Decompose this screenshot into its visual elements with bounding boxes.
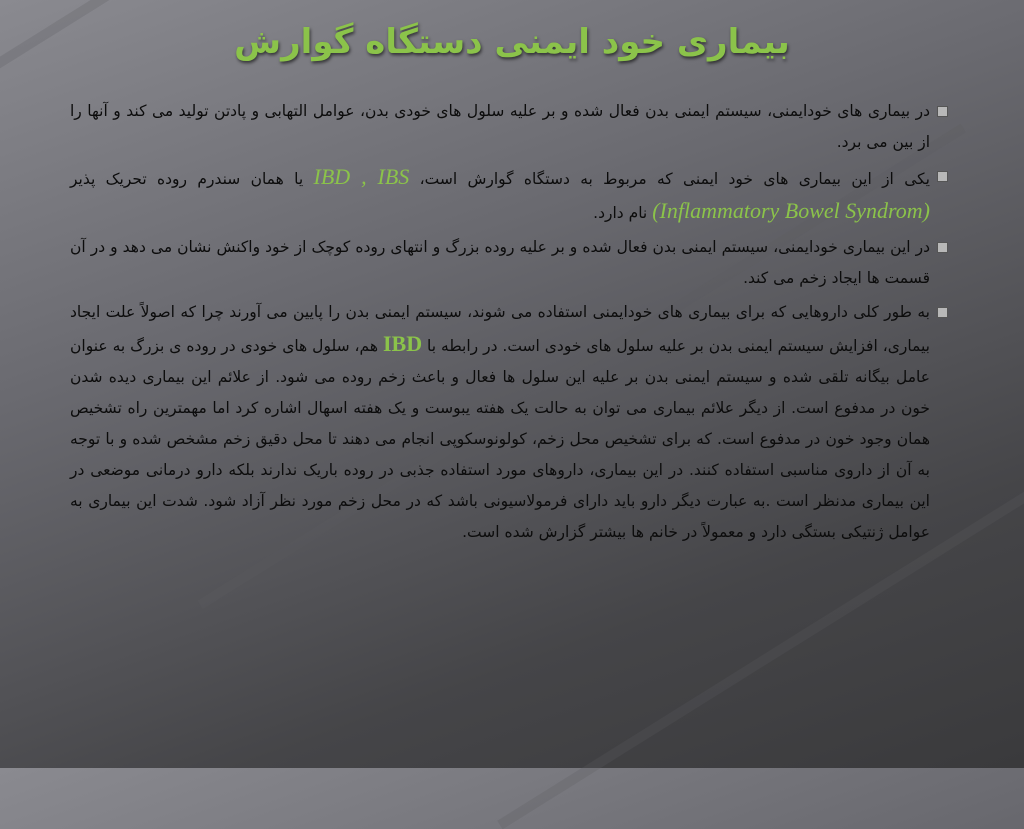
- slide-title: بیماری خود ایمنی دستگاه گوارش: [234, 22, 790, 62]
- bullet-icon: [937, 242, 948, 253]
- paragraph-text: هم، سلول های خودی در روده ی بزرگ به عنوان عامل بیگانه تلقی شده و سیستم ایمنی بدن بر علیه این سلول ها فعال و باعث زخم روده می شود. از علائم این بیماری دیده شدن خون در مدفوع است. از دیگر علائم بیماری می توان به حالت یک هفته یبوست و یک هفته اسهال اشاره کرد اما مهمترین راه تشخیص همان وجود خون در مدفوع است. که برای تشخیص محل زخم، کولونوسکوپی انجام می دهند تا محل دقیق زخم مشخص شده و با توجه به آن از داروی مناسبی استفاده کنند. در این بیماری، داروهای مورد استفاده جذبی در روده باریک ندارند بلکه دارو درمانی موضعی در این بیماری مدنظر است .به عبارت دیگر دارو باید دارای فرمولاسیونی باشد که در محل زخم مورد نظر آزاد شود. شدت این بیماری به عوامل ژنتیکی بستگی دارد و معمولاً در خانم ها بیشتر گزارش شده است.: [70, 337, 930, 541]
- paragraph-text: در این بیماری خودایمنی، سیستم ایمنی بدن فعال شده و بر علیه روده بزرگ و انتهای روده کوچک از خود واکنش نشان می دهد و در آن قسمت ها ایجاد زخم می کند.: [70, 238, 930, 287]
- term-ibs: IBS: [377, 164, 410, 189]
- bullet-icon: [937, 171, 948, 182]
- term-separator: ,: [350, 164, 378, 189]
- slide-body: [70, 96, 948, 551]
- paragraph: [70, 232, 948, 294]
- bullet-icon: [937, 106, 948, 117]
- paragraph-text: نام دارد.: [593, 204, 648, 222]
- paragraph: [70, 96, 948, 158]
- paragraph-text: در بیماری های خودایمنی، سیستم ایمنی بدن فعال شده و بر علیه سلول های خودی بدن، عوامل التهابی و پادتن تولید می کند و آنها را از بین می برد.: [70, 102, 930, 151]
- bullet-icon: [937, 307, 948, 318]
- paragraph: [70, 161, 948, 229]
- paragraph-text: به طور کلی داروهایی که برای بیماری های خودایمنی استفاده می شوند، سیستم ایمنی بدن را پایین می آورند چرا که اصولاً علت ایجاد بیماری، افزایش سیستم ایمنی بدن بر علیه سلول های خودی است. در رابطه با: [70, 303, 930, 355]
- term-english: (Inflammatory Bowel Syndrom): [652, 198, 930, 223]
- paragraph-text: یا همان سندرم روده تحریک پذیر: [70, 170, 304, 188]
- paragraph-text: یکی از این بیماری های خود ایمنی که مربوط به دستگاه گوارش است،: [419, 170, 930, 188]
- term-ibd: IBD: [382, 331, 423, 356]
- term-ibd: IBD: [313, 164, 351, 189]
- paragraph: [70, 297, 948, 548]
